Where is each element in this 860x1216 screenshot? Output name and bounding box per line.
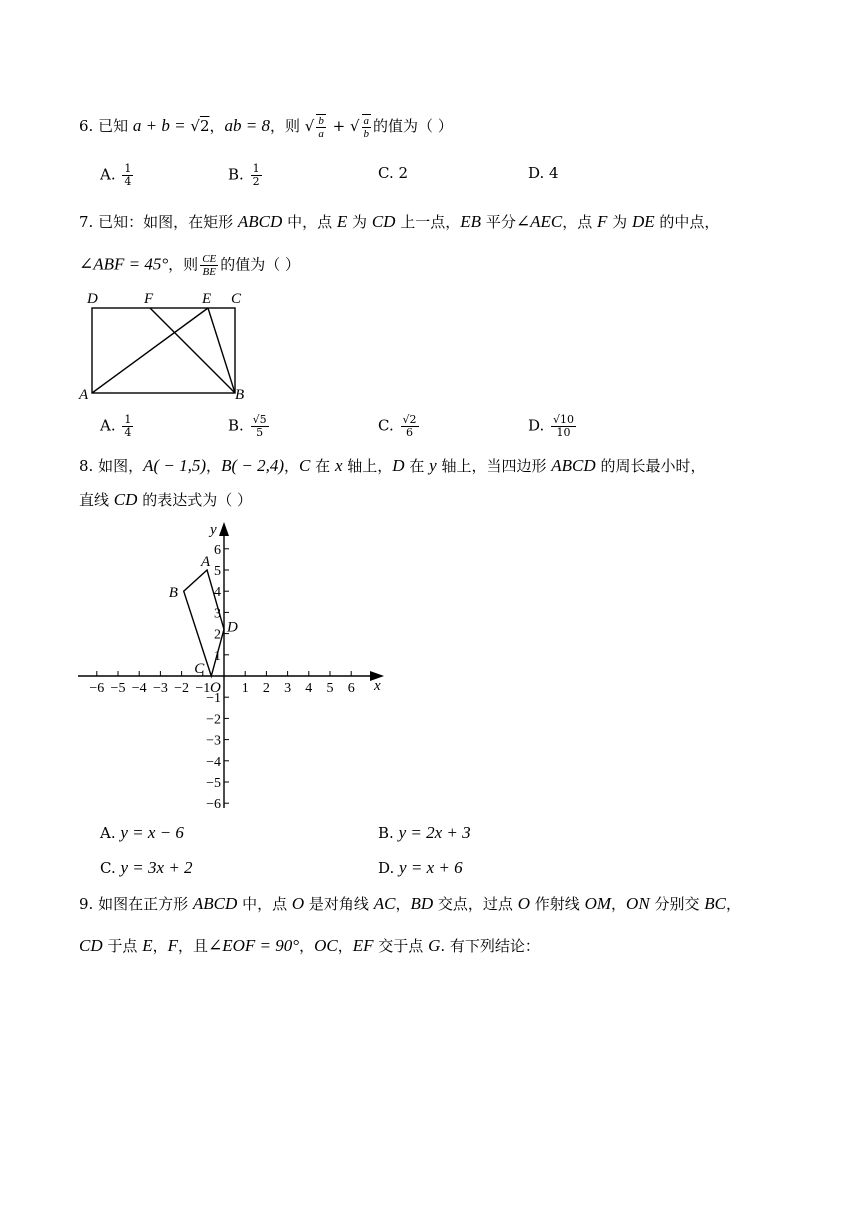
question-number: 6. <box>79 117 94 135</box>
x-tick-label: 6 <box>347 681 355 696</box>
sqrt-2: √2 <box>190 117 210 135</box>
q8-stem-line2: 直线 CD 的表达式为（ ） <box>79 490 252 509</box>
x-tick-label: −3 <box>152 681 168 696</box>
label-b: B <box>235 387 245 403</box>
y-tick-label: −1 <box>206 691 221 707</box>
x-tick-label: −1 <box>195 681 211 696</box>
x-tick-label: −5 <box>110 681 126 696</box>
y-tick-label: −3 <box>206 733 221 749</box>
q7-option-c[interactable]: C. $\frac{√2}{6}$ <box>378 413 417 439</box>
q6-option-b[interactable]: B. $\frac{1}{2}$ <box>228 162 260 188</box>
label-e: E <box>202 291 212 307</box>
x-tick-label: 2 <box>262 681 270 696</box>
y-tick-label: 2 <box>214 627 221 643</box>
q8-coordinate-graph <box>74 518 394 813</box>
question-number: 8. <box>79 457 94 475</box>
x-tick-label: 3 <box>284 681 292 696</box>
x-axis-label: x <box>374 678 381 694</box>
y-tick-label: −6 <box>206 797 221 813</box>
q7-stem-line1: 7. 已知：如图，在矩形 ABCD 中，点 E 为 CD 上一点，EB 平分∠AEC，点 F 为 DE 的中点， <box>79 212 720 231</box>
q6-option-d[interactable]: D. 4 <box>528 164 559 182</box>
q7-option-b[interactable]: B. $\frac{√5}{5}$ <box>228 413 267 439</box>
y-tick-label: 5 <box>214 564 221 579</box>
y-tick-label: 4 <box>214 585 221 601</box>
point-a-label: A <box>201 554 211 570</box>
y-axis-label: y <box>210 522 217 538</box>
q8-option-a[interactable]: A. y = x − 6 <box>100 823 184 842</box>
y-tick-label: 1 <box>214 648 221 664</box>
point-d-label: D <box>227 619 238 636</box>
q8-option-b[interactable]: B. y = 2x + 3 <box>378 823 471 842</box>
x-tick-label: 4 <box>305 681 313 696</box>
y-tick-label: 3 <box>214 606 221 622</box>
sqrt-a-over-b: √ $\frac{a}{b}$ <box>349 115 370 140</box>
q8-stem-line1: 8. 如图，A( − 1,5)，B( − 2,4)，C 在 x 轴上，D 在 y 轴上，当四边形 ABCD 的周长最小时， <box>79 456 706 475</box>
question-number: 7. <box>79 213 94 231</box>
origin-label: O <box>210 680 221 696</box>
q7-rectangle-figure <box>78 288 253 403</box>
label-f: F <box>144 291 154 307</box>
x-tick-label: −2 <box>174 681 190 696</box>
point-b-label: B <box>168 585 178 602</box>
q7-option-a[interactable]: A. $\frac{1}{4}$ <box>100 413 132 439</box>
question-number: 9. <box>79 895 94 913</box>
segment-fb <box>150 308 235 393</box>
q6-option-a[interactable]: A. $\frac{1}{4}$ <box>100 162 132 188</box>
q6-stem: 6. 已知 a + b = √2，ab = 8，则 √ $\frac{b}{a}$ + √ $\frac{a}{b}$ 的值为（ ） <box>79 115 453 140</box>
x-tick-label: 5 <box>326 681 334 696</box>
y-tick-label: −2 <box>206 712 221 728</box>
q8-option-c[interactable]: C. y = 3x + 2 <box>100 858 193 877</box>
x-tick-label: 1 <box>241 681 249 696</box>
label-a: A <box>79 387 89 403</box>
q7-option-d[interactable]: D. $\frac{√10}{10}$ <box>528 413 575 439</box>
q7-stem-line2: ∠ABF = 45°，则 $\frac{CE}{BE}$ 的值为（ ） <box>79 253 301 278</box>
y-tick-label: −4 <box>206 754 221 770</box>
y-axis-arrow <box>219 522 229 536</box>
q8-option-d[interactable]: D. y = x + 6 <box>378 858 463 877</box>
y-tick-label: 6 <box>214 542 221 558</box>
y-tick-label: −5 <box>206 776 221 791</box>
q6-option-c[interactable]: C. 2 <box>378 164 409 182</box>
x-tick-label: −4 <box>131 681 147 696</box>
point-c-label: C <box>194 661 205 677</box>
sqrt-b-over-a: √ $\frac{b}{a}$ <box>304 115 324 140</box>
q9-stem-line2: CD 于点 E，F，且∠EOF = 90°，OC，EF 交于点 G. 有下列结论： <box>79 936 540 955</box>
label-c: C <box>231 291 242 307</box>
segment-ae <box>92 308 208 393</box>
label-d: D <box>87 291 98 307</box>
x-tick-label: −6 <box>89 681 105 696</box>
q9-stem-line1: 9. 如图在正方形 ABCD 中，点 O 是对角线 AC，BD 交点，过点 O 作射线 OM，ON 分别交 BC， <box>79 894 741 913</box>
